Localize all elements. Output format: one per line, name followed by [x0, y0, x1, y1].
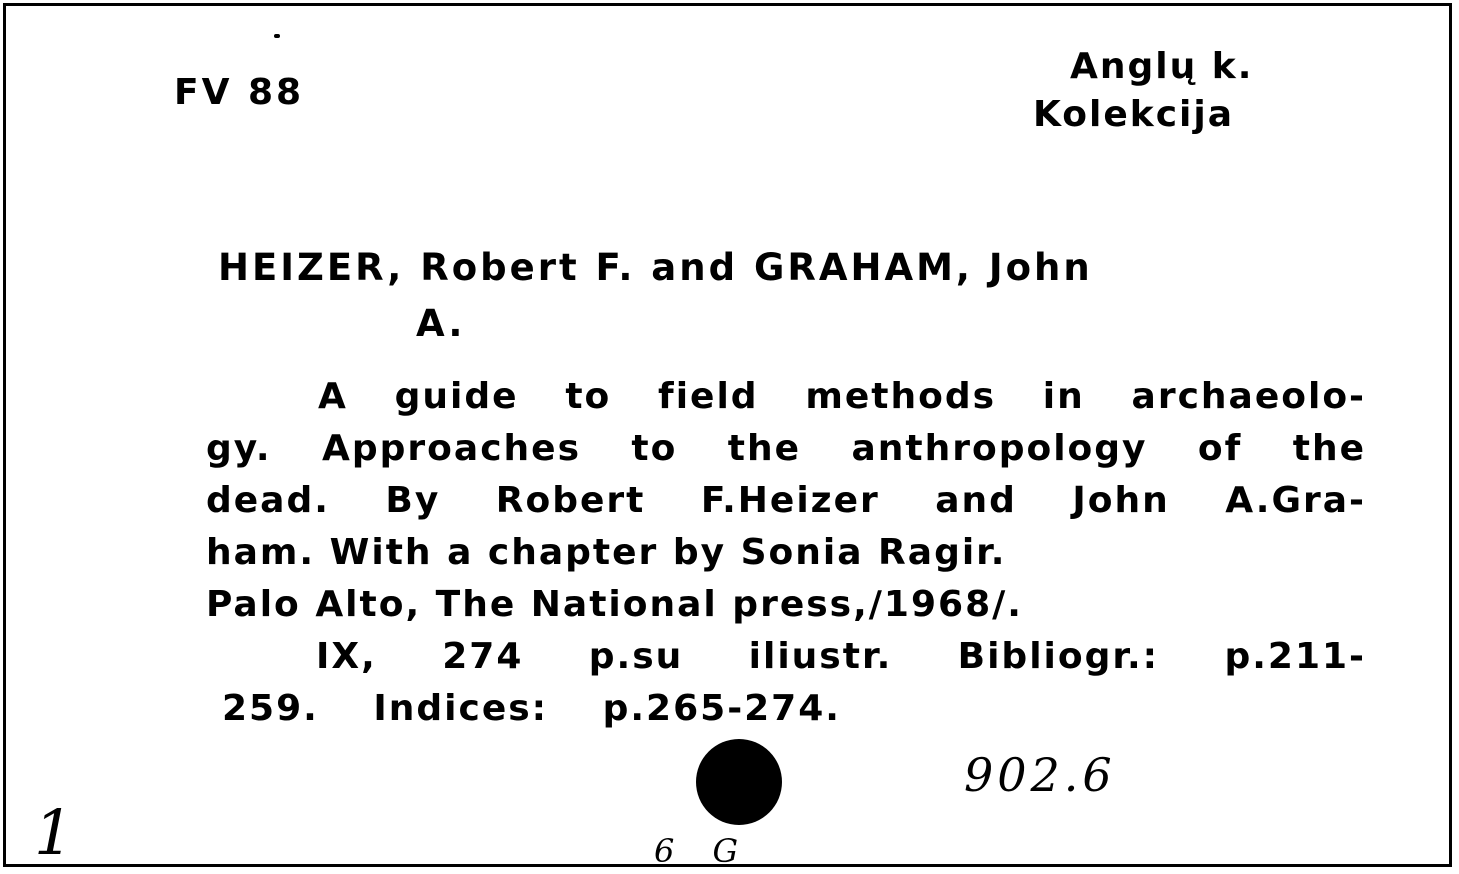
shelfmark: FV 88 [174, 72, 305, 113]
bibliographic-description [206, 371, 1366, 735]
handwritten-class-number: 902.6 [964, 748, 1116, 802]
title-line: ham. With a chapter by Sonia Ragir. [206, 532, 1007, 573]
punched-hole-dot [696, 739, 782, 825]
catalog-card [3, 3, 1452, 870]
collation-line: 259. Indices: p.265-274. [222, 688, 841, 729]
collection-language: Anglų k. [1070, 46, 1254, 87]
handwritten-copy-mark: 1 [34, 796, 74, 869]
title-line: gy. Approaches to the anthropology of the [206, 428, 1366, 469]
title-line: dead. By Robert F.Heizer and John A.Gra- [206, 480, 1366, 521]
handwritten-code: 6 G [654, 832, 753, 870]
author-heading: HEIZER, Robert F. and GRAHAM, John [218, 246, 1093, 289]
ink-speck [274, 34, 280, 38]
imprint-line: Palo Alto, The National press,/1968/. [206, 584, 1023, 625]
author-heading-continued: A. [416, 302, 466, 345]
title-line: A guide to field methods in archaeolo- [318, 376, 1366, 417]
collection-label: Kolekcija [1033, 94, 1235, 135]
collation-line: IX, 274 p.su iliustr. Bibliogr.: p.211- [316, 636, 1366, 677]
